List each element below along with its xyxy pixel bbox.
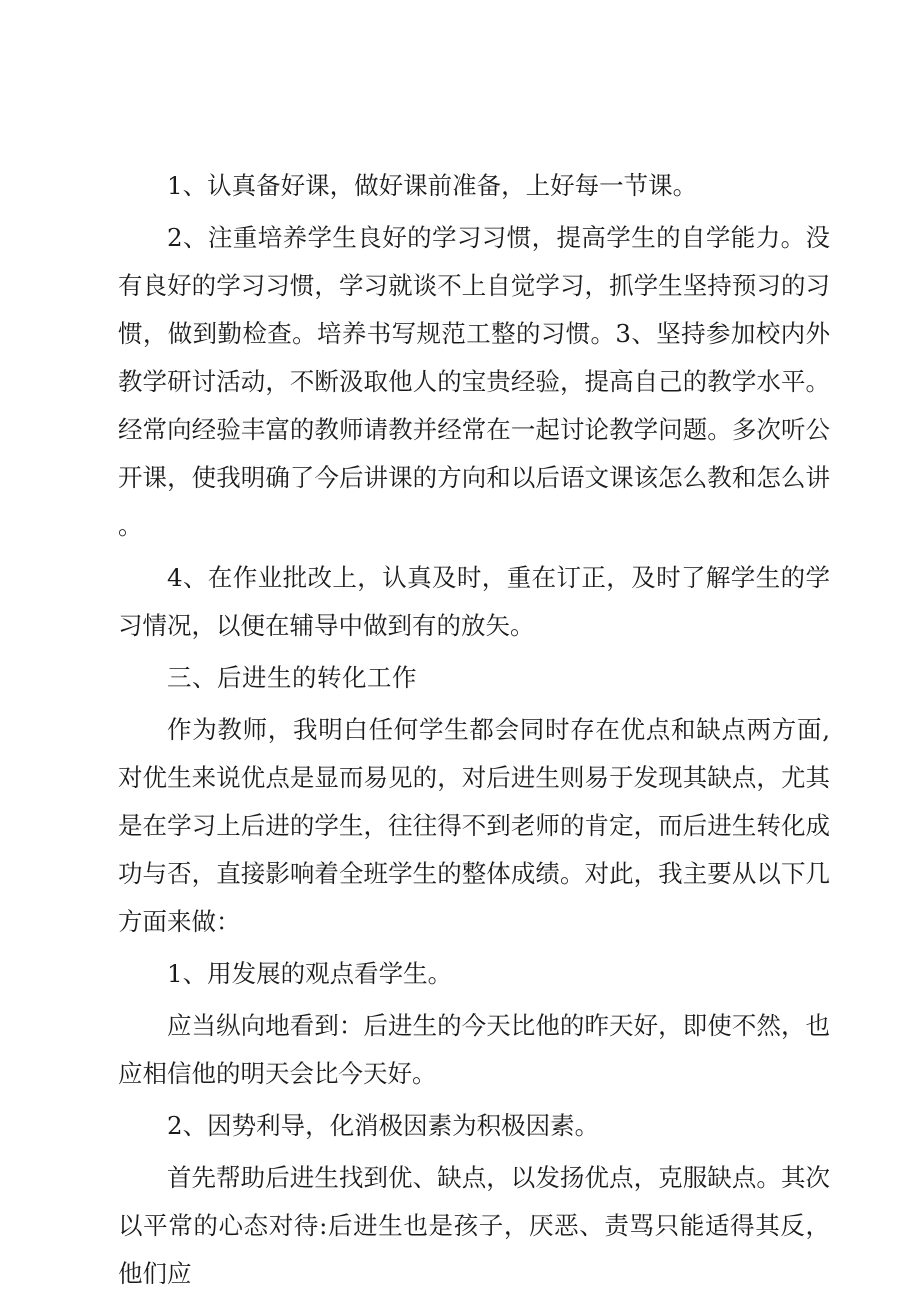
paragraph-6: 1、用发展的观点看学生。 (167, 959, 453, 988)
paragraph-5: 作为教师，我明白任何学生都会同时存在优点和缺点两方面,对优生来说优点是显而易见的，对后进生则易于发现其缺点，尤其是在学习上后进的学生，往往得不到老师的肯定，而后进生转化成功与否，直接影响着全班学生的整体成绩。对此，我主要从以下几方面来做： (118, 715, 830, 936)
document-body (118, 162, 830, 1302)
paragraph-7: 应当纵向地看到：后进生的今天比他的昨天好，即使不然，也应相信他的明天会比今天好。 (118, 1011, 830, 1088)
paragraph-1: 1、认真备好课，做好课前准备，上好每一节课。 (167, 171, 698, 200)
paragraph-2: 2、注重培养学生良好的学习习惯，提高学生的自学能力。没有良好的学习习惯，学习就谈不上自觉学习，抓学生坚持预习的习惯，做到勤检查。培养书写规范工整的习惯。3、坚持参加校内外教学研讨活动，不断汲取他人的宝贵经验，提高自己的教学水平。经常向经验丰富的教师请教并经常在一起讨论教学问题。多次听公开课，使我明确了今后讲课的方向和以后语文课该怎么教和怎么讲。 (118, 223, 830, 540)
paragraph-3: 4、在作业批改上，认真及时，重在订正，及时了解学生的学习情况，以便在辅导中做到有的放矢。 (118, 563, 830, 640)
section-heading: 三、后进生的转化工作 (167, 663, 417, 692)
paragraph-8: 2、因势利导，化消极因素为积极因素。 (167, 1111, 600, 1140)
paragraph-9: 首先帮助后进生找到优、缺点，以发扬优点，克服缺点。其次以平常的心态对待:后进生也是孩子，厌恶、责骂只能适得其反，他们应 (118, 1163, 830, 1288)
